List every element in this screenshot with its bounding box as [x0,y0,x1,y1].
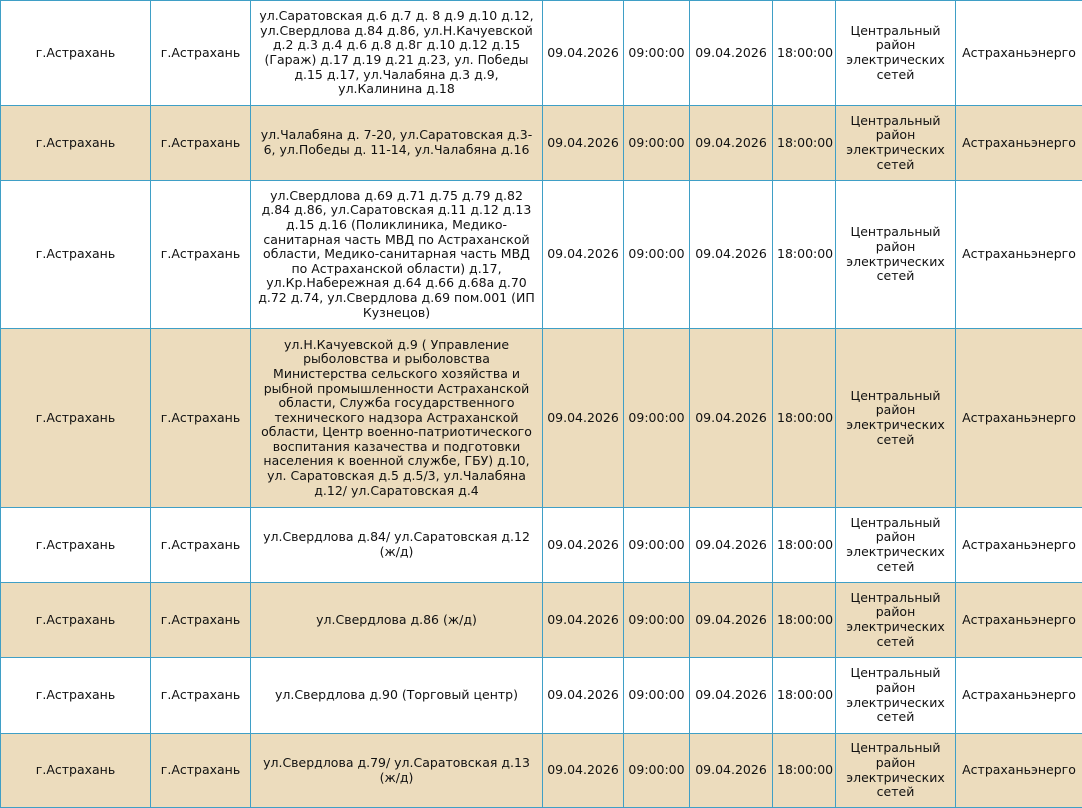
cell-address: ул.Свердлова д.84/ ул.Саратовская д.12 (ж/д) [251,508,543,583]
cell-end-time: 18:00:00 [773,329,836,508]
cell-address: ул.Саратовская д.6 д.7 д. 8 д.9 д.10 д.12, ул.Свердлова д.84 д.86, ул.Н.Качуевской д.2 д.3 д.4 д.6 д.8 д.8г д.10 д.12 д.15 (Гараж) д.17 д.19 д.21 д.23, ул. Победы д.15 д.17, ул.Чалабяна д.3 д.9, ул.Калинина д.18 [251,1,543,106]
cell-city: г.Астрахань [151,734,251,808]
cell-address: ул.Свердлова д.90 (Торговый центр) [251,658,543,734]
cell-city: г.Астрахань [151,106,251,181]
cell-end-date: 09.04.2026 [690,329,773,508]
cell-end-date: 09.04.2026 [690,508,773,583]
cell-address: ул.Чалабяна д. 7-20, ул.Саратовская д.3-6, ул.Победы д. 11-14, ул.Чалабяна д.16 [251,106,543,181]
cell-region: г.Астрахань [1,734,151,808]
table-row [1,1,1082,106]
cell-end-time: 18:00:00 [773,1,836,106]
cell-address: ул.Свердлова д.79/ ул.Саратовская д.13 (ж/д) [251,734,543,808]
cell-start-time: 09:00:00 [624,1,690,106]
table-row [1,658,1082,734]
table-row [1,181,1082,329]
cell-end-date: 09.04.2026 [690,106,773,181]
cell-district: Центральный район электрических сетей [836,658,956,734]
cell-start-date: 09.04.2026 [543,181,624,329]
cell-city: г.Астрахань [151,658,251,734]
cell-company: Астраханьэнерго [956,181,1082,329]
cell-region: г.Астрахань [1,329,151,508]
cell-end-time: 18:00:00 [773,658,836,734]
cell-district: Центральный район электрических сетей [836,508,956,583]
cell-end-time: 18:00:00 [773,583,836,658]
cell-company: Астраханьэнерго [956,106,1082,181]
cell-end-date: 09.04.2026 [690,658,773,734]
cell-address: ул.Н.Качуевской д.9 ( Управление рыболовства и рыболовства Министерства сельского хозяйства и рыбной промышленности Астраханской области, Служба государственного технического надзора Астраханской области, Центр военно-патриотического воспитания казачества и подготовки населения к военной службе, ГБУ) д.10, ул. Саратовская д.5 д.5/3, ул.Чалабяна д.12/ ул.Саратовская д.4 [251,329,543,508]
table-row [1,734,1082,808]
cell-company: Астраханьэнерго [956,329,1082,508]
cell-address: ул.Свердлова д.69 д.71 д.75 д.79 д.82 д.84 д.86, ул.Саратовская д.11 д.12 д.13 д.15 д.16 (Поликлиника, Медико-санитарная часть МВД по Астраханской области, Медико-санитарная часть МВД по Астраханской области) д.17, ул.Кр.Набережная д.64 д.66 д.68а д.70 д.72 д.74, ул.Свердлова д.69 пом.001 (ИП Кузнецов) [251,181,543,329]
cell-city: г.Астрахань [151,1,251,106]
cell-company: Астраханьэнерго [956,508,1082,583]
cell-start-time: 09:00:00 [624,508,690,583]
cell-end-time: 18:00:00 [773,734,836,808]
cell-district: Центральный район электрических сетей [836,329,956,508]
cell-city: г.Астрахань [151,583,251,658]
cell-start-date: 09.04.2026 [543,1,624,106]
cell-city: г.Астрахань [151,181,251,329]
cell-district: Центральный район электрических сетей [836,734,956,808]
cell-district: Центральный район электрических сетей [836,106,956,181]
cell-region: г.Астрахань [1,508,151,583]
cell-district: Центральный район электрических сетей [836,1,956,106]
cell-start-date: 09.04.2026 [543,508,624,583]
cell-region: г.Астрахань [1,583,151,658]
cell-end-time: 18:00:00 [773,508,836,583]
cell-city: г.Астрахань [151,508,251,583]
cell-start-time: 09:00:00 [624,658,690,734]
table-row [1,106,1082,181]
cell-region: г.Астрахань [1,1,151,106]
cell-start-date: 09.04.2026 [543,583,624,658]
cell-region: г.Астрахань [1,181,151,329]
cell-region: г.Астрахань [1,658,151,734]
cell-city: г.Астрахань [151,329,251,508]
cell-end-date: 09.04.2026 [690,181,773,329]
table-row [1,583,1082,658]
cell-end-date: 09.04.2026 [690,1,773,106]
cell-company: Астраханьэнерго [956,658,1082,734]
cell-end-date: 09.04.2026 [690,734,773,808]
cell-end-time: 18:00:00 [773,181,836,329]
cell-start-time: 09:00:00 [624,106,690,181]
cell-company: Астраханьэнерго [956,583,1082,658]
cell-district: Центральный район электрических сетей [836,583,956,658]
table-row [1,508,1082,583]
cell-company: Астраханьэнерго [956,1,1082,106]
cell-end-date: 09.04.2026 [690,583,773,658]
cell-company: Астраханьэнерго [956,734,1082,808]
cell-start-date: 09.04.2026 [543,658,624,734]
cell-start-time: 09:00:00 [624,329,690,508]
cell-end-time: 18:00:00 [773,106,836,181]
cell-start-time: 09:00:00 [624,583,690,658]
cell-start-date: 09.04.2026 [543,734,624,808]
table-row [1,329,1082,508]
cell-start-time: 09:00:00 [624,181,690,329]
cell-start-date: 09.04.2026 [543,106,624,181]
cell-start-time: 09:00:00 [624,734,690,808]
cell-region: г.Астрахань [1,106,151,181]
cell-district: Центральный район электрических сетей [836,181,956,329]
cell-address: ул.Свердлова д.86 (ж/д) [251,583,543,658]
cell-start-date: 09.04.2026 [543,329,624,508]
